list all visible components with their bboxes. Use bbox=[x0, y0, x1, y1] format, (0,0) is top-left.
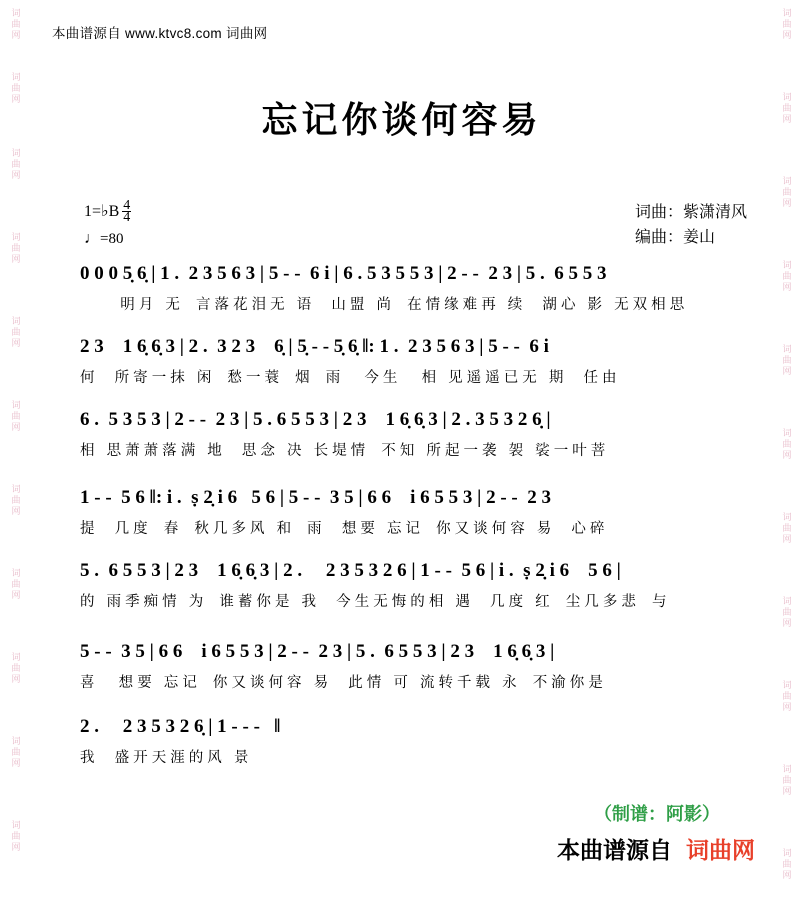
watermark-char: 曲 bbox=[11, 747, 21, 757]
lyrics-line: 我 盛 开 天 涯 的 风 景 bbox=[80, 750, 249, 766]
watermark-mark bbox=[773, 848, 801, 881]
tempo-marking bbox=[84, 230, 131, 248]
watermark-mark bbox=[2, 400, 30, 433]
footer-attribution bbox=[34, 832, 769, 865]
footer-brand: 词曲网 bbox=[686, 837, 755, 863]
watermark-char: 曲 bbox=[782, 103, 792, 113]
watermark-mark bbox=[2, 820, 30, 853]
watermark-char: 词 bbox=[11, 148, 21, 158]
watermark-char: 曲 bbox=[782, 187, 792, 197]
watermark-char: 词 bbox=[782, 848, 792, 858]
watermark-mark bbox=[2, 8, 30, 41]
watermark-char: 网 bbox=[782, 450, 792, 460]
watermark-char: 网 bbox=[11, 170, 21, 180]
watermark-char: 曲 bbox=[11, 327, 21, 337]
watermark-char: 网 bbox=[11, 842, 21, 852]
tempo-value: =80 bbox=[100, 231, 124, 247]
credit-arrangement: 编曲：姜山 bbox=[634, 229, 715, 246]
watermark-column-left bbox=[2, 0, 30, 897]
watermark-char: 词 bbox=[782, 596, 792, 606]
watermark-char: 网 bbox=[11, 94, 21, 104]
watermark-char: 词 bbox=[11, 736, 21, 746]
watermark-mark bbox=[773, 512, 801, 545]
watermark-char: 词 bbox=[782, 92, 792, 102]
watermark-mark bbox=[2, 736, 30, 769]
watermark-char: 曲 bbox=[782, 355, 792, 365]
source-attribution: 本曲谱源自 www.ktvc8.com 词曲网 bbox=[52, 26, 268, 41]
watermark-char: 网 bbox=[782, 114, 792, 124]
watermark-mark bbox=[773, 92, 801, 125]
notation-line: 1 - - 5 6 ‖: i . ṣ 2̣ i 6 5 6 | 5 - - 3 5 | 6 6 i 6 5 5 3 | 2 - - 2 3 bbox=[80, 487, 551, 508]
watermark-char: 曲 bbox=[782, 859, 792, 869]
watermark-mark bbox=[773, 260, 801, 293]
watermark-char: 网 bbox=[11, 758, 21, 768]
credits-block bbox=[635, 200, 747, 250]
watermark-char: 词 bbox=[11, 568, 21, 578]
watermark-char: 词 bbox=[782, 764, 792, 774]
watermark-char: 网 bbox=[11, 506, 21, 516]
watermark-mark bbox=[2, 72, 30, 105]
watermark-char: 词 bbox=[782, 428, 792, 438]
watermark-char: 网 bbox=[782, 702, 792, 712]
music-system bbox=[80, 262, 740, 315]
watermark-char: 词 bbox=[11, 316, 21, 326]
watermark-char: 曲 bbox=[11, 831, 21, 841]
watermark-char: 词 bbox=[11, 820, 21, 830]
watermark-char: 曲 bbox=[782, 691, 792, 701]
watermark-mark bbox=[773, 680, 801, 713]
notation-line: 2 . 2 3 5 3 2 6̣ | 1 - - - ‖ bbox=[80, 716, 281, 737]
footer-text: 本曲谱源自 bbox=[557, 837, 672, 863]
music-system bbox=[80, 486, 740, 539]
watermark-mark bbox=[2, 484, 30, 517]
watermark-char: 网 bbox=[782, 786, 792, 796]
watermark-char: 词 bbox=[782, 260, 792, 270]
credit-lyrics-music: 词曲：紫潇清风 bbox=[634, 204, 747, 221]
watermark-char: 网 bbox=[11, 30, 21, 40]
lyrics-line: 相 思 萧 萧 落 满 地 思 念 决 长 堤 情 不 知 所 起 一 袭 袈 裟 一 叶 菩 bbox=[80, 443, 606, 459]
music-system bbox=[80, 559, 740, 612]
notation-line: 0 0 0 5̣ 6̣ | 1 . 2 3 5 6 3 | 5 - - 6 i | 6 . 5 3 5 5 3 | 2 - - 2 3 | 5 . 6 5 5 3 bbox=[80, 263, 607, 284]
watermark-mark bbox=[773, 8, 801, 41]
watermark-char: 网 bbox=[782, 198, 792, 208]
watermark-char: 曲 bbox=[11, 159, 21, 169]
watermark-char: 词 bbox=[11, 232, 21, 242]
music-system bbox=[80, 408, 740, 461]
watermark-char: 网 bbox=[11, 590, 21, 600]
notation-line: 5 - - 3 5 | 6 6 i 6 5 5 3 | 2 - - 2 3 | 5 . 6 5 5 3 | 2 3 1 6̣ 6̣ 3 | bbox=[80, 641, 555, 662]
watermark-char: 曲 bbox=[782, 439, 792, 449]
watermark-mark bbox=[2, 148, 30, 181]
lyrics-line: 何 所 寄 一 抹 闲 愁 一 蓑 烟 雨 今 生 相 见 遥 遥 已 无 期 任 由 bbox=[80, 370, 617, 386]
lyrics-line: 的 雨 季 痴 情 为 谁 蓄 你 是 我 今 生 无 悔 的 相 遇 几 度 红 尘 几 多 悲 与 bbox=[80, 594, 667, 610]
lyrics-line: 喜 想 要 忘 记 你 又 谈 何 容 易 此 情 可 流 转 千 载 永 不 渝 你 是 bbox=[80, 675, 603, 691]
watermark-mark bbox=[773, 764, 801, 797]
watermark-char: 网 bbox=[782, 30, 792, 40]
watermark-char: 网 bbox=[11, 674, 21, 684]
watermark-char: 词 bbox=[782, 8, 792, 18]
watermark-char: 曲 bbox=[11, 663, 21, 673]
watermark-char: 网 bbox=[782, 366, 792, 376]
lyrics-line: 明 月 无 言 落 花 泪 无 语 山 盟 尚 在 情 缘 难 再 续 湖 心 影 无 双 相 思 bbox=[80, 297, 685, 313]
watermark-char: 曲 bbox=[782, 607, 792, 617]
key-signature: 1=♭B bbox=[84, 203, 120, 220]
music-system bbox=[80, 335, 740, 388]
watermark-mark bbox=[773, 344, 801, 377]
watermark-char: 曲 bbox=[11, 495, 21, 505]
music-system bbox=[80, 640, 740, 693]
watermark-char: 网 bbox=[782, 618, 792, 628]
key-signature-block bbox=[84, 198, 131, 248]
time-signature-denominator: 4 bbox=[123, 209, 131, 225]
watermark-char: 曲 bbox=[782, 775, 792, 785]
watermark-char: 词 bbox=[11, 72, 21, 82]
watermark-char: 网 bbox=[782, 534, 792, 544]
watermark-column-right bbox=[773, 0, 801, 897]
watermark-char: 词 bbox=[782, 512, 792, 522]
notation-line: 6 . 5 3 5 3 | 2 - - 2 3 | 5 . 6 5 5 3 | 2 3 1 6̣ 6̣ 3 | 2 . 3 5 3 2 6̣ | bbox=[80, 409, 551, 430]
watermark-char: 网 bbox=[782, 870, 792, 880]
watermark-char: 曲 bbox=[11, 579, 21, 589]
watermark-char: 网 bbox=[11, 338, 21, 348]
watermark-char: 曲 bbox=[782, 271, 792, 281]
watermark-mark bbox=[2, 316, 30, 349]
watermark-char: 曲 bbox=[782, 523, 792, 533]
time-signature bbox=[122, 197, 131, 225]
watermark-char: 词 bbox=[11, 8, 21, 18]
watermark-mark bbox=[773, 176, 801, 209]
lyrics-line: 提 几 度 春 秋 几 多 风 和 雨 想 要 忘 记 你 又 谈 何 容 易 心 碎 bbox=[80, 521, 605, 537]
watermark-char: 词 bbox=[782, 344, 792, 354]
time-signature-numerator: 4 bbox=[123, 197, 131, 213]
watermark-char: 词 bbox=[11, 484, 21, 494]
watermark-mark bbox=[2, 568, 30, 601]
music-system bbox=[80, 715, 740, 768]
watermark-char: 曲 bbox=[11, 243, 21, 253]
watermark-char: 词 bbox=[782, 176, 792, 186]
watermark-char: 词 bbox=[11, 652, 21, 662]
transcriber-note: （制谱：阿影） bbox=[594, 804, 720, 824]
score-page bbox=[34, 0, 769, 897]
watermark-mark bbox=[773, 428, 801, 461]
watermark-char: 网 bbox=[11, 422, 21, 432]
quarter-note-icon: ♩ bbox=[84, 230, 100, 247]
key-and-meter bbox=[84, 198, 131, 224]
watermark-char: 曲 bbox=[11, 411, 21, 421]
watermark-char: 曲 bbox=[11, 19, 21, 29]
watermark-mark bbox=[2, 652, 30, 685]
watermark-char: 曲 bbox=[782, 19, 792, 29]
watermark-char: 词 bbox=[782, 680, 792, 690]
watermark-char: 词 bbox=[11, 400, 21, 410]
watermark-mark bbox=[2, 232, 30, 265]
notation-line: 5 . 6 5 5 3 | 2 3 1 6̣ 6̣ 3 | 2 . 2 3 5 3 2 6 | 1 - - 5 6 | i . ṣ 2̣ i 6 5 6 | bbox=[80, 560, 621, 581]
watermark-char: 网 bbox=[782, 282, 792, 292]
watermark-char: 网 bbox=[11, 254, 21, 264]
watermark-char: 曲 bbox=[11, 83, 21, 93]
watermark-mark bbox=[773, 596, 801, 629]
notation-line: 2 3 1 6̣ 6̣ 3 | 2 . 3 2 3 6̣ | 5̣ - - 5̣ 6̣ ‖: 1 . 2 3 5 6 3 | 5 - - 6 i bbox=[80, 336, 549, 357]
song-title: 忘记你谈何容易 bbox=[261, 100, 542, 140]
